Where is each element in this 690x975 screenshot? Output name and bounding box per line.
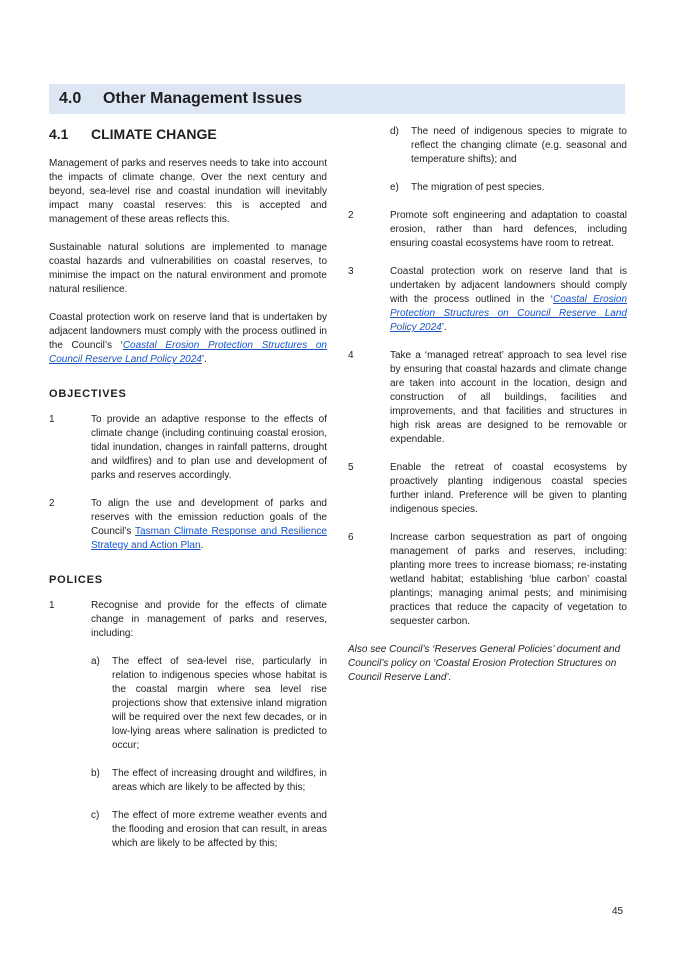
intro-paragraph: Coastal protection work on reserve land that is undertaken by adjacent landowners must comply with the process outlined in the Council’s ‘Coastal Erosion Protection Structures on Council Reserve Land Policy 2024’. (49, 312, 327, 365)
section-title: Other Management Issues (103, 90, 303, 107)
policy-subitem: b) The effect of increasing drought and wildfires, in areas which are likely to be affected by this; (91, 768, 327, 793)
policy-subitem: a) The effect of sea-level rise, particularly in relation to indigenous species whose habitat is the coastal margin where sea level rise projections show that extensive inland migration will be required over the next few decades, or in low-lying areas where salination is predicted to occur; (91, 656, 327, 751)
page-number: 45 (612, 906, 624, 917)
policy-subitem: c) The effect of more extreme weather events and the flooding and erosion that can result, in areas which are likely to be affected by this; (91, 810, 327, 849)
policy-item: 2 Promote soft engineering and adaptation to coastal erosion, rather than hard defences, including ensuring coastal ecosystems have room to retreat. (348, 210, 627, 249)
erosion-policy-link[interactable]: Coastal Erosion Protection Structures on Council Reserve Land Policy 2024 (390, 294, 628, 333)
policies-heading: POLICES (49, 574, 103, 586)
policy-item: 3 Coastal protection work on reserve land that is undertaken by adjacent landowners should comply with the process outlined in the ‘Coastal Erosion Protection Structures on Council Reserve Land Policy 2024’. (348, 266, 628, 333)
intro-paragraph: Sustainable natural solutions are implemented to manage coastal hazards and vulnerabilities on coastal reserves, to minimise the impact on the natural environment and promote natural resilience. (49, 242, 327, 295)
subsection-heading (49, 125, 327, 143)
objective-item: 2 To align the use and development of parks and reserves with the emission reduction goals of the Council’s Tasman Climate Response and Resilience Strategy and Action Plan. (49, 498, 327, 551)
policy-item: 5 Enable the retreat of coastal ecosystems by proactively planting indigenous coastal species further inland. Preference will be given to planting indigenous species. (348, 462, 627, 515)
objective-item: 1 To provide an adaptive response to the effects of climate change (including continuing coastal erosion, tidal inundation, changes in rainfall patterns, drought and wildfires) and to plan use and development of parks and reserves accordingly. (49, 414, 327, 481)
policy-item: 4 Take a ‘managed retreat’ approach to sea level rise by ensuring that coastal hazards and climate change are taken into account in the location, design and construction of all buildings, facilities and improvements, and that facilities and structures in high risk areas are designed to be removable or expendable. (348, 350, 627, 445)
policy-subitem: d) The need of indigenous species to migrate to reflect the changing climate (e.g. seasonal and temperature shifts); and (390, 126, 627, 165)
subsection-title: CLIMATE CHANGE (91, 126, 217, 142)
see-also-note: Also see Council’s ‘Reserves General Policies’ document and Council’s policy on ‘Coastal Erosion Protection Structures on Council Reserve Land’. (348, 644, 621, 683)
intro-paragraph: Management of parks and reserves needs to take into account the impacts of climate change. Over the next century and beyond, sea-level rise and coastal inundation will inevitably impact many coastal reserves: this is accepted and management of these areas reflects this. (49, 158, 327, 225)
objectives-heading: OBJECTIVES (49, 388, 127, 400)
policy-subitem: e) The migration of pest species. (390, 182, 545, 193)
left-column (49, 125, 327, 865)
right-column (348, 125, 627, 699)
policy-item: 1 Recognise and provide for the effects of climate change in management of parks and reserves, including: (49, 600, 327, 639)
section-banner (49, 84, 625, 114)
policy-item: 6 Increase carbon sequestration as part of ongoing management of parks and reserves, including: planting more trees to increase biomass; re-instating wetland habitat; establishing ‘blue carbon’ coastal plantings; managing animal pests; and minimising practices that reduce the capacity of vegetation to sequester carbon. (348, 532, 627, 627)
subsection-number: 4.1 (49, 126, 69, 142)
climate-strategy-link[interactable]: Tasman Climate Response and Resilience Strategy and Action Plan (91, 526, 327, 551)
section-number: 4.0 (59, 90, 82, 107)
erosion-policy-link[interactable]: Coastal Erosion Protection Structures on Council Reserve Land Policy 2024 (49, 340, 327, 365)
